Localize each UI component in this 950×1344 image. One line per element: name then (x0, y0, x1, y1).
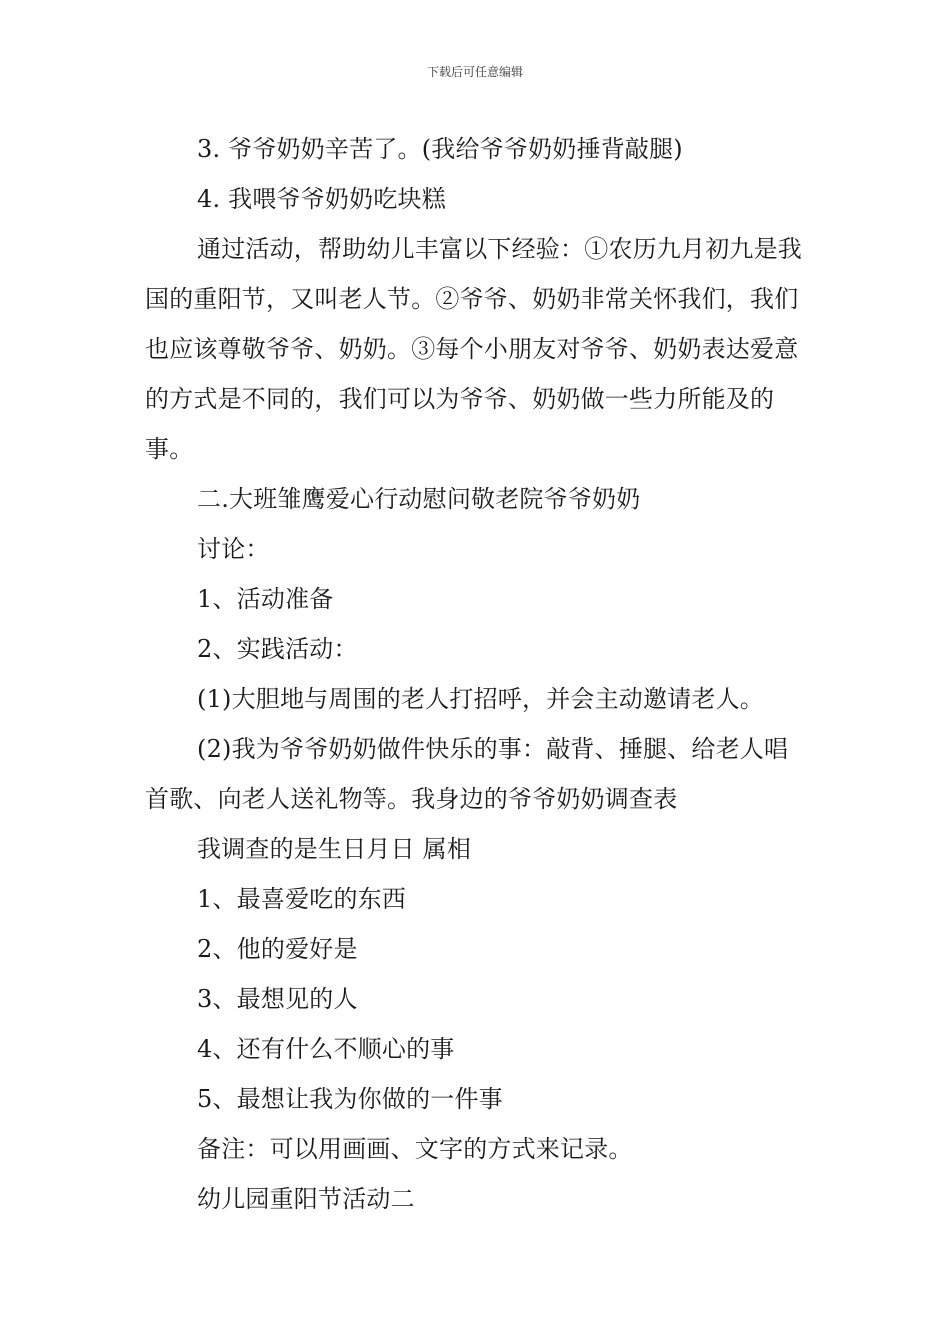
list-subitem-1: (1)大胆地与周围的老人打招呼，并会主动邀请老人。 (197, 685, 764, 713)
paragraph-step-3: 3. 爷爷奶奶辛苦了。(我给爷爷奶奶捶背敲腿) (197, 135, 683, 163)
survey-item-4: 4、还有什么不顺心的事 (197, 1035, 455, 1063)
survey-item-5: 5、最想让我为你做的一件事 (197, 1085, 503, 1113)
page-header: 下载后可任意编辑 (426, 65, 523, 79)
list-item-practice: 2、实践活动： (197, 635, 358, 663)
paragraph-experience-summary: 通过活动，帮助幼儿丰富以下经验：①农历九月初九是我国的重阳节，又叫老人节。②爷爷、奶奶非常关怀我们，我们也应该尊敬爷爷、奶奶。③每个小朋友对爷爷、奶奶表达爱意的方式是不同的，我们可以为爷爷、奶奶做一些力所能及的事。 (145, 235, 802, 463)
paragraph-discussion: 讨论： (197, 535, 270, 563)
list-subitem-2: (2)我为爷爷奶奶做件快乐的事：敲背、捶腿、给老人唱首歌、向老人送礼物等。我身边的爷爷奶奶调查表 (145, 735, 789, 813)
paragraph-step-4: 4. 我喂爷爷奶奶吃块糕 (197, 185, 446, 213)
list-item-preparation: 1、活动准备 (197, 585, 334, 613)
section-heading-two: 二.大班雏鹰爱心行动慰问敬老院爷爷奶奶 (197, 485, 641, 513)
section-heading-activity-two: 幼儿园重阳节活动二 (197, 1185, 415, 1213)
paragraph-note: 备注：可以用画画、文字的方式来记录。 (197, 1135, 633, 1163)
survey-item-2: 2、他的爱好是 (197, 935, 358, 963)
survey-item-1: 1、最喜爱吃的东西 (197, 885, 407, 913)
survey-intro: 我调查的是生日月日 属相 (197, 835, 472, 863)
survey-item-3: 3、最想见的人 (197, 985, 358, 1013)
document-body (145, 124, 810, 1224)
